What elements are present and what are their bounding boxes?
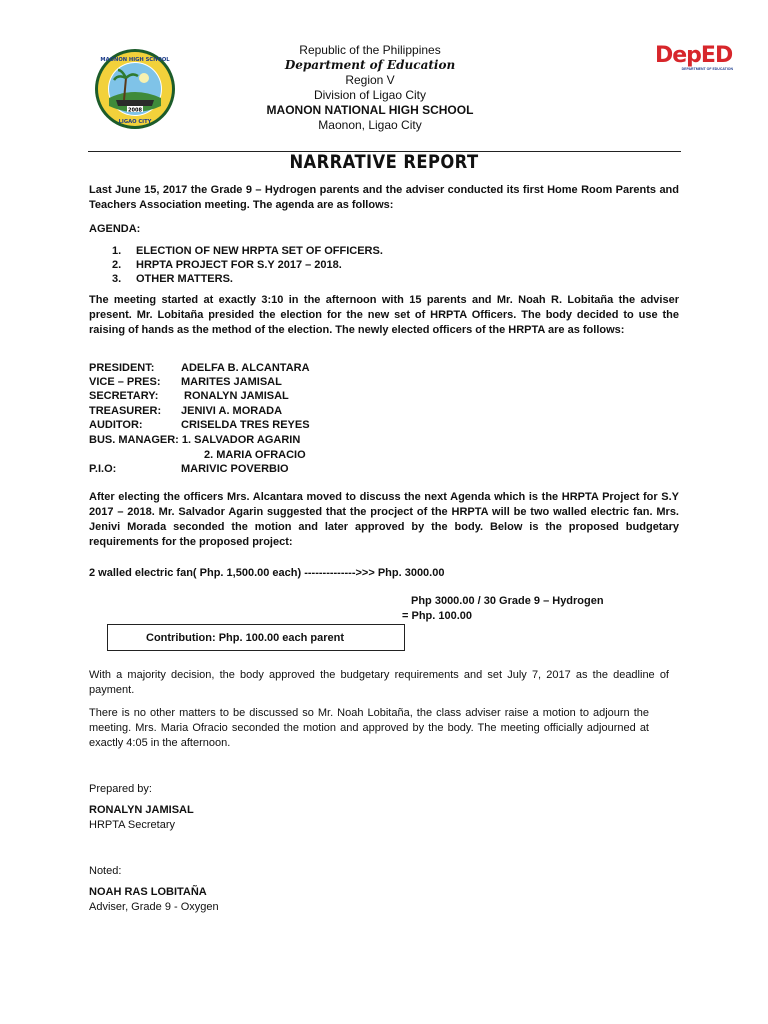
officer-row: PRESIDENT: ADELFA B. ALCANTARA: [89, 362, 310, 374]
header-school-name: MAONON NATIONAL HIGH SCHOOL: [266, 103, 474, 117]
officer-row: VICE – PRES: MARITES JAMISAL: [89, 376, 282, 388]
prepared-name: RONALYN JAMISAL: [89, 804, 194, 816]
header-department: Department of Education: [284, 58, 456, 72]
meeting-paragraph: The meeting started at exactly 3:10 in the afternoon with 15 parents and Mr. Noah R. Lobitaña the adviser present. Mr. Lobitaña presided the election for the new set of HRPTA Officers. The body decided to use the raising of hands as the method of the election. The newly elected officers of the HRPTA are as follows:: [89, 294, 679, 336]
noted-name: NOAH RAS LOBITAÑA: [89, 886, 207, 898]
calc-line-1: Php 3000.00 / 30 Grade 9 – Hydrogen: [411, 595, 604, 607]
seal-year: 2008: [128, 107, 142, 114]
noted-role: Adviser, Grade 9 - Oxygen: [89, 901, 219, 913]
deped-logo-subtext: DEPARTMENT OF EDUCATION: [681, 67, 733, 71]
officer-row: P.I.O: MARIVIC POVERBIO: [89, 463, 289, 475]
officer-row: TREASURER: JENIVI A. MORADA: [89, 405, 283, 417]
budget-line: 2 walled electric fan( Php. 1,500.00 each) -------------->>> Php. 3000.00: [89, 567, 445, 579]
header-republic: Republic of the Philippines: [299, 43, 441, 57]
agenda-item: 2. HRPTA PROJECT FOR S.Y 2017 – 2018.: [112, 259, 342, 271]
prepared-label: Prepared by:: [89, 783, 152, 795]
officer-row: BUS. MANAGER: 1. SALVADOR AGARIN: [89, 434, 301, 446]
seal-bottom-text: LIGAO CITY: [118, 119, 152, 125]
header-school-address: Maonon, Ligao City: [318, 118, 422, 132]
agenda-label: AGENDA:: [89, 223, 141, 235]
contribution-text: Contribution: Php. 100.00 each parent: [146, 631, 345, 644]
agenda-item: 3. OTHER MATTERS.: [112, 273, 233, 285]
noted-label: Noted:: [89, 865, 122, 877]
seal-top-text: MAONON HIGH SCHOOL: [100, 57, 170, 63]
officer-row: 2. MARIA OFRACIO: [204, 449, 306, 461]
deped-logo-text: DepED: [655, 43, 733, 68]
adjourn-paragraph: There is no other matters to be discussed so Mr. Noah Lobitaña, the class adviser raise a motion to adjourn the meeting. Mrs. Maria Ofracio seconded the motion and approved by the body. The meeting officially adjourned at exactly 4:05 in the afternoon.: [89, 707, 649, 749]
agenda-item: 1. ELECTION OF NEW HRPTA SET OF OFFICERS.: [112, 245, 383, 257]
intro-paragraph: Last June 15, 2017 the Grade 9 – Hydrogen parents and the adviser conducted its first Home Room Parents and Teachers Association meeting. The agenda are as follows:: [89, 184, 679, 211]
header-region: Region V: [345, 73, 395, 87]
school-seal-logo: [94, 48, 176, 130]
calc-line-2: = Php. 100.00: [402, 610, 473, 622]
officer-row: AUDITOR: CRISELDA TRES REYES: [89, 419, 310, 431]
deped-logo: [655, 44, 737, 74]
prepared-role: HRPTA Secretary: [89, 819, 175, 831]
contribution-box: [107, 624, 405, 651]
page-title: NARRATIVE REPORT: [289, 151, 479, 173]
decision-paragraph: With a majority decision, the body approved the budgetary requirements and set July 7, 2017 as the deadline of payment.: [89, 669, 669, 696]
officer-row: SECRETARY: RONALYN JAMISAL: [89, 390, 289, 402]
header-division: Division of Ligao City: [313, 88, 427, 102]
project-paragraph: After electing the officers Mrs. Alcantara moved to discuss the next Agenda which is the HRPTA Project for S.Y 2017 – 2018. Mr. Salvador Agarin suggested that the procject of the HRPTA will be two walled electric fan. Mrs. Jenivi Morada seconded the motion and later approved by the body. Below is the proposed budgetary requirements for the proposed project:: [89, 491, 679, 548]
